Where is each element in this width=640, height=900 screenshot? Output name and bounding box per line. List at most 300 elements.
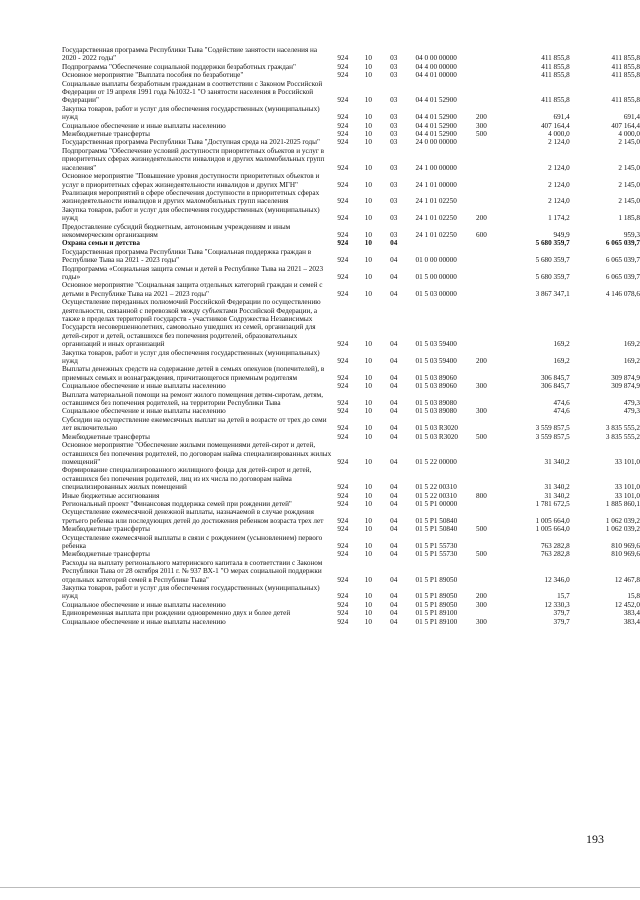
row-amount-2023: 411 855,8 — [611, 96, 640, 105]
table-row — [0, 618, 640, 626]
row-name: Государственная программа Республики Тыва "Доступная среда на 2021-2025 годы" — [62, 138, 320, 147]
row-subsection: 04 — [390, 491, 398, 500]
table-row — [0, 441, 640, 466]
row-subsection: 03 — [390, 71, 398, 80]
row-amount-2023: 411 855,8 — [611, 71, 640, 80]
row-target-article: 01 5 03 89080 — [415, 407, 457, 416]
table-row — [0, 172, 640, 189]
table-row — [0, 391, 640, 408]
row-amount-2023: 407 164,4 — [611, 121, 640, 130]
row-amount-2022: 474,6 — [553, 399, 570, 408]
row-name: Выплата материальной помощи на ремонт жилого помещения детям-сиротам, детям, оставшимся без попечения родителей, на территории Республики Тыва — [62, 390, 324, 408]
row-name: Региональный проект "Финансовая поддержка семей при рождении детей" — [62, 499, 292, 508]
row-section: 10 — [364, 256, 372, 265]
table-row — [0, 130, 640, 138]
table-row — [0, 407, 640, 415]
row-name: Формирование специализированного жилищного фонда для детей-сирот и детей, оставшихся без попечения родителей, лиц из их числа по договорам найма специализированных жилых помещений — [62, 466, 312, 492]
row-amount-2023: 4 146 078,6 — [605, 289, 640, 298]
row-ved: 924 — [337, 525, 349, 534]
row-name: Социальные выплаты безработным гражданам в соответствии с Законом Российской Федерации от 19 апреля 1991 года №1032-1 "О занятости населения в Российской Федерации" — [62, 79, 323, 105]
row-subsection: 04 — [390, 256, 398, 265]
row-ved: 924 — [337, 239, 349, 248]
row-amount-2022: 1 781 672,5 — [535, 499, 570, 508]
row-target-article: 04 4 01 00000 — [415, 71, 457, 80]
row-ved: 924 — [337, 214, 349, 223]
row-target-article: 01 5 03 89060 — [415, 382, 457, 391]
row-section: 10 — [364, 357, 372, 366]
row-ved: 924 — [337, 113, 349, 122]
row-name: Социальное обеспечение и иные выплаты населению — [62, 600, 226, 609]
row-expense-type: 200 — [476, 357, 487, 366]
row-target-article: 01 5 22 00310 — [415, 491, 457, 500]
row-subsection: 04 — [390, 550, 398, 559]
row-subsection: 04 — [390, 424, 398, 433]
table-row — [0, 525, 640, 533]
row-section: 10 — [364, 575, 372, 584]
row-amount-2023: 810 969,6 — [611, 541, 640, 550]
row-subsection: 03 — [390, 230, 398, 239]
table-row — [0, 248, 640, 265]
row-amount-2022: 169,2 — [553, 357, 570, 366]
row-name: Осуществление ежемесячной выплаты в связи с рождением (усыновлением) первого ребенка — [62, 533, 323, 550]
row-amount-2022: 411 855,8 — [541, 62, 570, 71]
row-amount-2023: 15,8 — [627, 592, 640, 601]
row-target-article: 01 5 03 00000 — [415, 289, 457, 298]
row-amount-2023: 1 185,8 — [618, 214, 640, 223]
row-name: Закупка товаров, работ и услуг для обеспечения государственных (муниципальных) нужд — [62, 584, 320, 601]
row-target-article: 01 5 P1 50840 — [415, 516, 458, 525]
row-target-article: 01 5 03 89080 — [415, 399, 457, 408]
footer-divider — [0, 887, 640, 888]
table-row — [0, 466, 640, 491]
row-name: Социальное обеспечение и иные выплаты населению — [62, 407, 226, 416]
row-subsection: 04 — [390, 399, 398, 408]
row-amount-2023: 3 835 555,2 — [605, 432, 640, 441]
row-amount-2022: 2 124,0 — [548, 197, 570, 206]
row-ved: 924 — [337, 357, 349, 366]
row-target-article: 01 5 P1 50840 — [415, 525, 458, 534]
row-subsection: 04 — [390, 617, 398, 626]
row-name: Подпрограмма "Обеспечение социальной поддержки безработных граждан" — [62, 62, 296, 71]
table-row — [0, 500, 640, 508]
row-section: 10 — [364, 499, 372, 508]
row-name: Основное мероприятие "Выплата пособия по безработице" — [62, 71, 244, 80]
row-amount-2023: 33 101,0 — [614, 457, 640, 466]
row-ved: 924 — [337, 432, 349, 441]
row-amount-2022: 306 845,7 — [540, 373, 570, 382]
row-ved: 924 — [337, 424, 349, 433]
row-name: Основное мероприятие "Повышение уровня доступности приоритетных объектов и услуг в приоритетных сферах жизнедеятельности инвалидов и других МГН" — [62, 172, 320, 189]
row-amount-2022: 2 124,0 — [548, 180, 570, 189]
row-subsection: 04 — [390, 457, 398, 466]
table-row — [0, 365, 640, 382]
row-target-article: 24 0 00 00000 — [415, 138, 457, 147]
row-name: Социальное обеспечение и иные выплаты населению — [62, 617, 226, 626]
row-section: 10 — [364, 609, 372, 618]
row-target-article: 01 5 22 00310 — [415, 483, 457, 492]
row-amount-2022: 1 005 664,0 — [535, 516, 570, 525]
row-target-article: 01 5 03 R3020 — [415, 432, 459, 441]
row-name: Межбюджетные трансферты — [62, 550, 150, 559]
row-target-article: 01 5 P1 89050 — [415, 592, 458, 601]
row-subsection: 04 — [390, 340, 398, 349]
row-amount-2023: 479,3 — [623, 407, 640, 416]
row-subsection: 03 — [390, 54, 398, 63]
row-amount-2023: 411 855,8 — [611, 54, 640, 63]
row-section: 10 — [364, 113, 372, 122]
row-expense-type: 500 — [476, 525, 487, 534]
row-section: 10 — [364, 54, 372, 63]
row-subsection: 03 — [390, 113, 398, 122]
row-amount-2023: 6 065 039,7 — [605, 239, 640, 248]
row-ved: 924 — [337, 54, 349, 63]
row-amount-2022: 5 680 359,7 — [535, 272, 570, 281]
table-row — [0, 206, 640, 223]
row-section: 10 — [364, 600, 372, 609]
row-amount-2022: 411 855,8 — [541, 54, 570, 63]
row-expense-type: 500 — [476, 432, 487, 441]
table-row — [0, 433, 640, 441]
row-amount-2022: 4 000,0 — [548, 130, 570, 139]
row-ved: 924 — [337, 592, 349, 601]
row-section: 10 — [364, 163, 372, 172]
row-amount-2023: 691,4 — [623, 113, 640, 122]
row-name: Реализация мероприятий в сфере обеспечения доступности в приоритетных сферах жизнедеятельности инвалидов и других маломобильных групп населения — [62, 188, 320, 206]
row-section: 10 — [364, 516, 372, 525]
row-amount-2022: 15,7 — [557, 592, 570, 601]
row-target-article: 04 0 00 00000 — [415, 54, 457, 63]
table-row — [0, 382, 640, 390]
row-target-article: 01 5 P1 89050 — [415, 600, 458, 609]
row-target-article: 04 4 00 00000 — [415, 62, 457, 71]
table-row — [0, 80, 640, 105]
row-amount-2022: 949,9 — [553, 230, 570, 239]
row-subsection: 03 — [390, 62, 398, 71]
row-name: Социальное обеспечение и иные выплаты населению — [62, 121, 226, 130]
row-ved: 924 — [337, 550, 349, 559]
row-target-article: 01 5 P1 89100 — [415, 609, 458, 618]
row-subsection: 04 — [390, 525, 398, 534]
table-row — [0, 122, 640, 130]
row-target-article: 01 5 P1 55730 — [415, 541, 458, 550]
row-subsection: 03 — [390, 96, 398, 105]
row-amount-2022: 31 340,2 — [544, 491, 570, 500]
table-row — [0, 63, 640, 71]
row-section: 10 — [364, 407, 372, 416]
row-amount-2023: 6 065 039,7 — [605, 272, 640, 281]
row-expense-type: 500 — [476, 550, 487, 559]
table-row — [0, 349, 640, 366]
row-amount-2022: 411 855,8 — [541, 71, 570, 80]
table-row — [0, 147, 640, 172]
row-amount-2022: 474,6 — [553, 407, 570, 416]
row-subsection: 04 — [390, 272, 398, 281]
row-section: 10 — [364, 550, 372, 559]
row-target-article: 04 4 01 52900 — [415, 96, 457, 105]
row-ved: 924 — [337, 516, 349, 525]
row-name: Межбюджетные трансферты — [62, 130, 150, 139]
row-amount-2023: 12 452,0 — [614, 600, 640, 609]
row-amount-2023: 383,4 — [623, 617, 640, 626]
row-ved: 924 — [337, 491, 349, 500]
row-amount-2022: 411 855,8 — [541, 96, 570, 105]
row-amount-2022: 1 005 664,0 — [535, 525, 570, 534]
row-subsection: 04 — [390, 499, 398, 508]
row-target-article: 01 5 00 00000 — [415, 272, 457, 281]
row-target-article: 24 1 01 00000 — [415, 180, 457, 189]
row-target-article: 01 5 P1 00000 — [415, 499, 458, 508]
row-ved: 924 — [337, 289, 349, 298]
row-amount-2023: 2 145,0 — [618, 180, 640, 189]
row-subsection: 04 — [390, 382, 398, 391]
row-amount-2023: 33 101,0 — [614, 483, 640, 492]
row-ved: 924 — [337, 399, 349, 408]
table-row — [0, 559, 640, 584]
table-row — [0, 189, 640, 206]
row-ved: 924 — [337, 600, 349, 609]
row-amount-2022: 3 559 857,5 — [535, 424, 570, 433]
row-expense-type: 800 — [476, 491, 487, 500]
row-section: 10 — [364, 121, 372, 130]
table-row — [0, 281, 640, 298]
row-name: Государственная программа Республики Тыва "Социальная поддержка граждан в Республике Тыва на 2021 - 2023 годы" — [62, 247, 312, 265]
row-amount-2023: 479,3 — [623, 399, 640, 408]
row-subsection: 04 — [390, 289, 398, 298]
row-section: 10 — [364, 138, 372, 147]
row-name: Социальное обеспечение и иные выплаты населению — [62, 382, 226, 391]
row-amount-2023: 411 855,8 — [611, 62, 640, 71]
row-amount-2023: 169,2 — [623, 357, 640, 366]
row-expense-type: 300 — [476, 617, 487, 626]
row-ved: 924 — [337, 130, 349, 139]
row-name: Расходы на выплату регионального материнского капитала в соответствии с Законом Республики Тыва от 28 октября 2011 г. № 937 ВХ-1 "О мерах социальной поддержки отдельных категорий семей в Республике Тыва" — [62, 558, 323, 584]
row-section: 10 — [364, 525, 372, 534]
row-section: 10 — [364, 96, 372, 105]
row-expense-type: 500 — [476, 130, 487, 139]
row-target-article: 04 4 01 52900 — [415, 121, 457, 130]
row-ved: 924 — [337, 62, 349, 71]
row-ved: 924 — [337, 180, 349, 189]
row-subsection: 03 — [390, 138, 398, 147]
row-amount-2023: 169,2 — [623, 340, 640, 349]
row-subsection: 03 — [390, 121, 398, 130]
row-section: 10 — [364, 424, 372, 433]
table-row — [0, 239, 640, 247]
row-ved: 924 — [337, 575, 349, 584]
row-target-article: 01 5 P1 55730 — [415, 550, 458, 559]
row-amount-2022: 3 559 857,5 — [535, 432, 570, 441]
row-amount-2022: 3 867 347,1 — [535, 289, 570, 298]
row-subsection: 04 — [390, 239, 398, 248]
row-subsection: 04 — [390, 373, 398, 382]
row-target-article: 01 5 03 R3020 — [415, 424, 459, 433]
row-target-article: 04 4 01 52900 — [415, 130, 457, 139]
row-amount-2022: 2 124,0 — [548, 163, 570, 172]
row-subsection: 03 — [390, 163, 398, 172]
row-section: 10 — [364, 592, 372, 601]
row-section: 10 — [364, 382, 372, 391]
table-row — [0, 138, 640, 146]
row-section: 10 — [364, 432, 372, 441]
row-target-article: 01 5 22 00000 — [415, 457, 457, 466]
row-section: 10 — [364, 399, 372, 408]
row-ved: 924 — [337, 499, 349, 508]
row-expense-type: 200 — [476, 214, 487, 223]
row-name: Межбюджетные трансферты — [62, 432, 150, 441]
page-number: 193 — [586, 832, 604, 846]
row-expense-type: 600 — [476, 230, 487, 239]
row-section: 10 — [364, 230, 372, 239]
row-ved: 924 — [337, 256, 349, 265]
row-subsection: 04 — [390, 609, 398, 618]
row-ved: 924 — [337, 407, 349, 416]
row-section: 10 — [364, 71, 372, 80]
row-ved: 924 — [337, 121, 349, 130]
row-amount-2023: 810 969,6 — [611, 550, 640, 559]
row-name: Предоставление субсидий бюджетным, автономным учреждениям и иным некоммерческим организациям — [62, 222, 291, 239]
row-ved: 924 — [337, 197, 349, 206]
row-amount-2023: 1 062 039,2 — [605, 525, 640, 534]
row-amount-2023: 3 835 555,2 — [605, 424, 640, 433]
row-subsection: 04 — [390, 357, 398, 366]
row-section: 10 — [364, 541, 372, 550]
row-ved: 924 — [337, 138, 349, 147]
row-name: Межбюджетные трансферты — [62, 525, 150, 534]
row-subsection: 03 — [390, 180, 398, 189]
row-section: 10 — [364, 340, 372, 349]
table-row — [0, 46, 640, 63]
row-name: Иные бюджетные ассигнования — [62, 491, 160, 500]
row-amount-2022: 407 164,4 — [540, 121, 570, 130]
row-section: 10 — [364, 180, 372, 189]
row-amount-2022: 691,4 — [553, 113, 570, 122]
row-ved: 924 — [337, 609, 349, 618]
row-amount-2023: 12 467,8 — [614, 575, 640, 584]
table-row — [0, 601, 640, 609]
row-amount-2023: 33 101,0 — [614, 491, 640, 500]
row-expense-type: 200 — [476, 592, 487, 601]
row-target-article: 01 5 03 59400 — [415, 340, 457, 349]
row-name: Подпрограмма "Обеспечение условий доступности приоритетных объектов и услуг в приоритетных сферах жизнедеятельности инвалидов и других маломобильных групп населения" — [62, 146, 325, 172]
table-row — [0, 534, 640, 551]
row-subsection: 03 — [390, 197, 398, 206]
row-target-article: 01 5 03 89060 — [415, 373, 457, 382]
row-target-article: 04 4 01 52900 — [415, 113, 457, 122]
row-target-article: 24 1 01 02250 — [415, 197, 457, 206]
row-section: 10 — [364, 197, 372, 206]
row-section: 10 — [364, 491, 372, 500]
row-section: 10 — [364, 289, 372, 298]
row-expense-type: 300 — [476, 121, 487, 130]
row-name: Основное мероприятие "Социальная защита отдельных категорий граждан и семей с детьми в Республике Тыва на 2021 – 2023 годы" — [62, 281, 323, 298]
row-ved: 924 — [337, 373, 349, 382]
table-row — [0, 416, 640, 433]
row-subsection: 04 — [390, 600, 398, 609]
row-amount-2022: 763 282,8 — [540, 541, 570, 550]
row-ved: 924 — [337, 272, 349, 281]
row-name: Единовременная выплата при рождении одновременно двух и более детей — [62, 609, 291, 618]
row-name: Выплаты денежных средств на содержание детей в семьях опекунов (попечителей), в приемных семьях и вознаграждения, причитающегося приемным родителям — [62, 365, 325, 382]
row-amount-2023: 309 874,9 — [611, 373, 640, 382]
row-target-article: 01 5 03 59400 — [415, 357, 457, 366]
row-section: 10 — [364, 617, 372, 626]
row-amount-2022: 31 340,2 — [544, 457, 570, 466]
row-amount-2023: 1 885 860,1 — [605, 499, 640, 508]
table-row — [0, 105, 640, 122]
row-expense-type: 300 — [476, 382, 487, 391]
row-target-article: 01 5 P1 89100 — [415, 617, 458, 626]
row-amount-2022: 763 282,8 — [540, 550, 570, 559]
row-amount-2022: 2 124,0 — [548, 138, 570, 147]
row-section: 10 — [364, 373, 372, 382]
row-subsection: 04 — [390, 483, 398, 492]
row-amount-2022: 5 680 359,7 — [535, 256, 570, 265]
row-target-article: 24 1 01 02250 — [415, 214, 457, 223]
row-amount-2022: 31 340,2 — [544, 483, 570, 492]
row-subsection: 04 — [390, 407, 398, 416]
row-ved: 924 — [337, 541, 349, 550]
row-section: 10 — [364, 239, 372, 248]
table-row — [0, 223, 640, 240]
row-amount-2022: 169,2 — [553, 340, 570, 349]
row-subsection: 03 — [390, 130, 398, 139]
row-name: Государственная программа Республики Тыва "Содействие занятости населения на 2020 - 2022 годы" — [62, 46, 318, 63]
row-amount-2023: 383,4 — [623, 609, 640, 618]
row-target-article: 01 0 00 00000 — [415, 256, 457, 265]
row-ved: 924 — [337, 96, 349, 105]
row-section: 10 — [364, 457, 372, 466]
row-section: 10 — [364, 62, 372, 71]
row-name: Закупка товаров, работ и услуг для обеспечения государственных (муниципальных) нужд — [62, 348, 320, 366]
row-amount-2023: 2 145,0 — [618, 197, 640, 206]
row-subsection: 04 — [390, 516, 398, 525]
row-ved: 924 — [337, 340, 349, 349]
row-target-article: 01 5 P1 89050 — [415, 575, 458, 584]
table-row — [0, 492, 640, 500]
table-row — [0, 550, 640, 558]
row-amount-2022: 1 174,2 — [548, 214, 570, 223]
row-ved: 924 — [337, 163, 349, 172]
row-target-article: 24 1 01 02250 — [415, 230, 457, 239]
row-amount-2023: 309 874,9 — [611, 382, 640, 391]
row-name: Охрана семьи и детства — [62, 239, 140, 248]
row-ved: 924 — [337, 457, 349, 466]
row-name: Осуществление ежемесячной денежной выплаты, назначаемой в случае рождения третьего ребенка или последующих детей до достижения ребенком возраста трех лет — [62, 508, 324, 525]
row-amount-2023: 6 065 039,7 — [605, 256, 640, 265]
row-ved: 924 — [337, 483, 349, 492]
table-row — [0, 609, 640, 617]
row-expense-type: 200 — [476, 113, 487, 122]
table-row — [0, 298, 640, 348]
row-amount-2022: 12 346,0 — [544, 575, 570, 584]
row-ved: 924 — [337, 617, 349, 626]
row-amount-2023: 4 000,0 — [618, 130, 640, 139]
row-section: 10 — [364, 272, 372, 281]
table-row — [0, 71, 640, 79]
row-section: 10 — [364, 130, 372, 139]
row-name: Осуществление переданных полномочий Российской Федерации по осуществлению деятельности, связанной с перевозкой между субъектами Российской Федерации, а также в пределах территорий государств - участников Содружества Независимых Государств несовершеннолетних, самовольно ушедших из семей, организаций для детей-сирот и детей, оставшихся без попечения родителей, образовательных организаций и иных организаций — [62, 298, 321, 349]
row-amount-2022: 379,7 — [553, 609, 570, 618]
row-amount-2022: 12 330,3 — [544, 600, 570, 609]
row-amount-2022: 379,7 — [553, 617, 570, 626]
row-subsection: 04 — [390, 575, 398, 584]
table-row — [0, 265, 640, 282]
row-ved: 924 — [337, 382, 349, 391]
row-amount-2022: 306 845,7 — [540, 382, 570, 391]
row-ved: 924 — [337, 71, 349, 80]
row-subsection: 04 — [390, 592, 398, 601]
budget-table — [0, 46, 640, 626]
